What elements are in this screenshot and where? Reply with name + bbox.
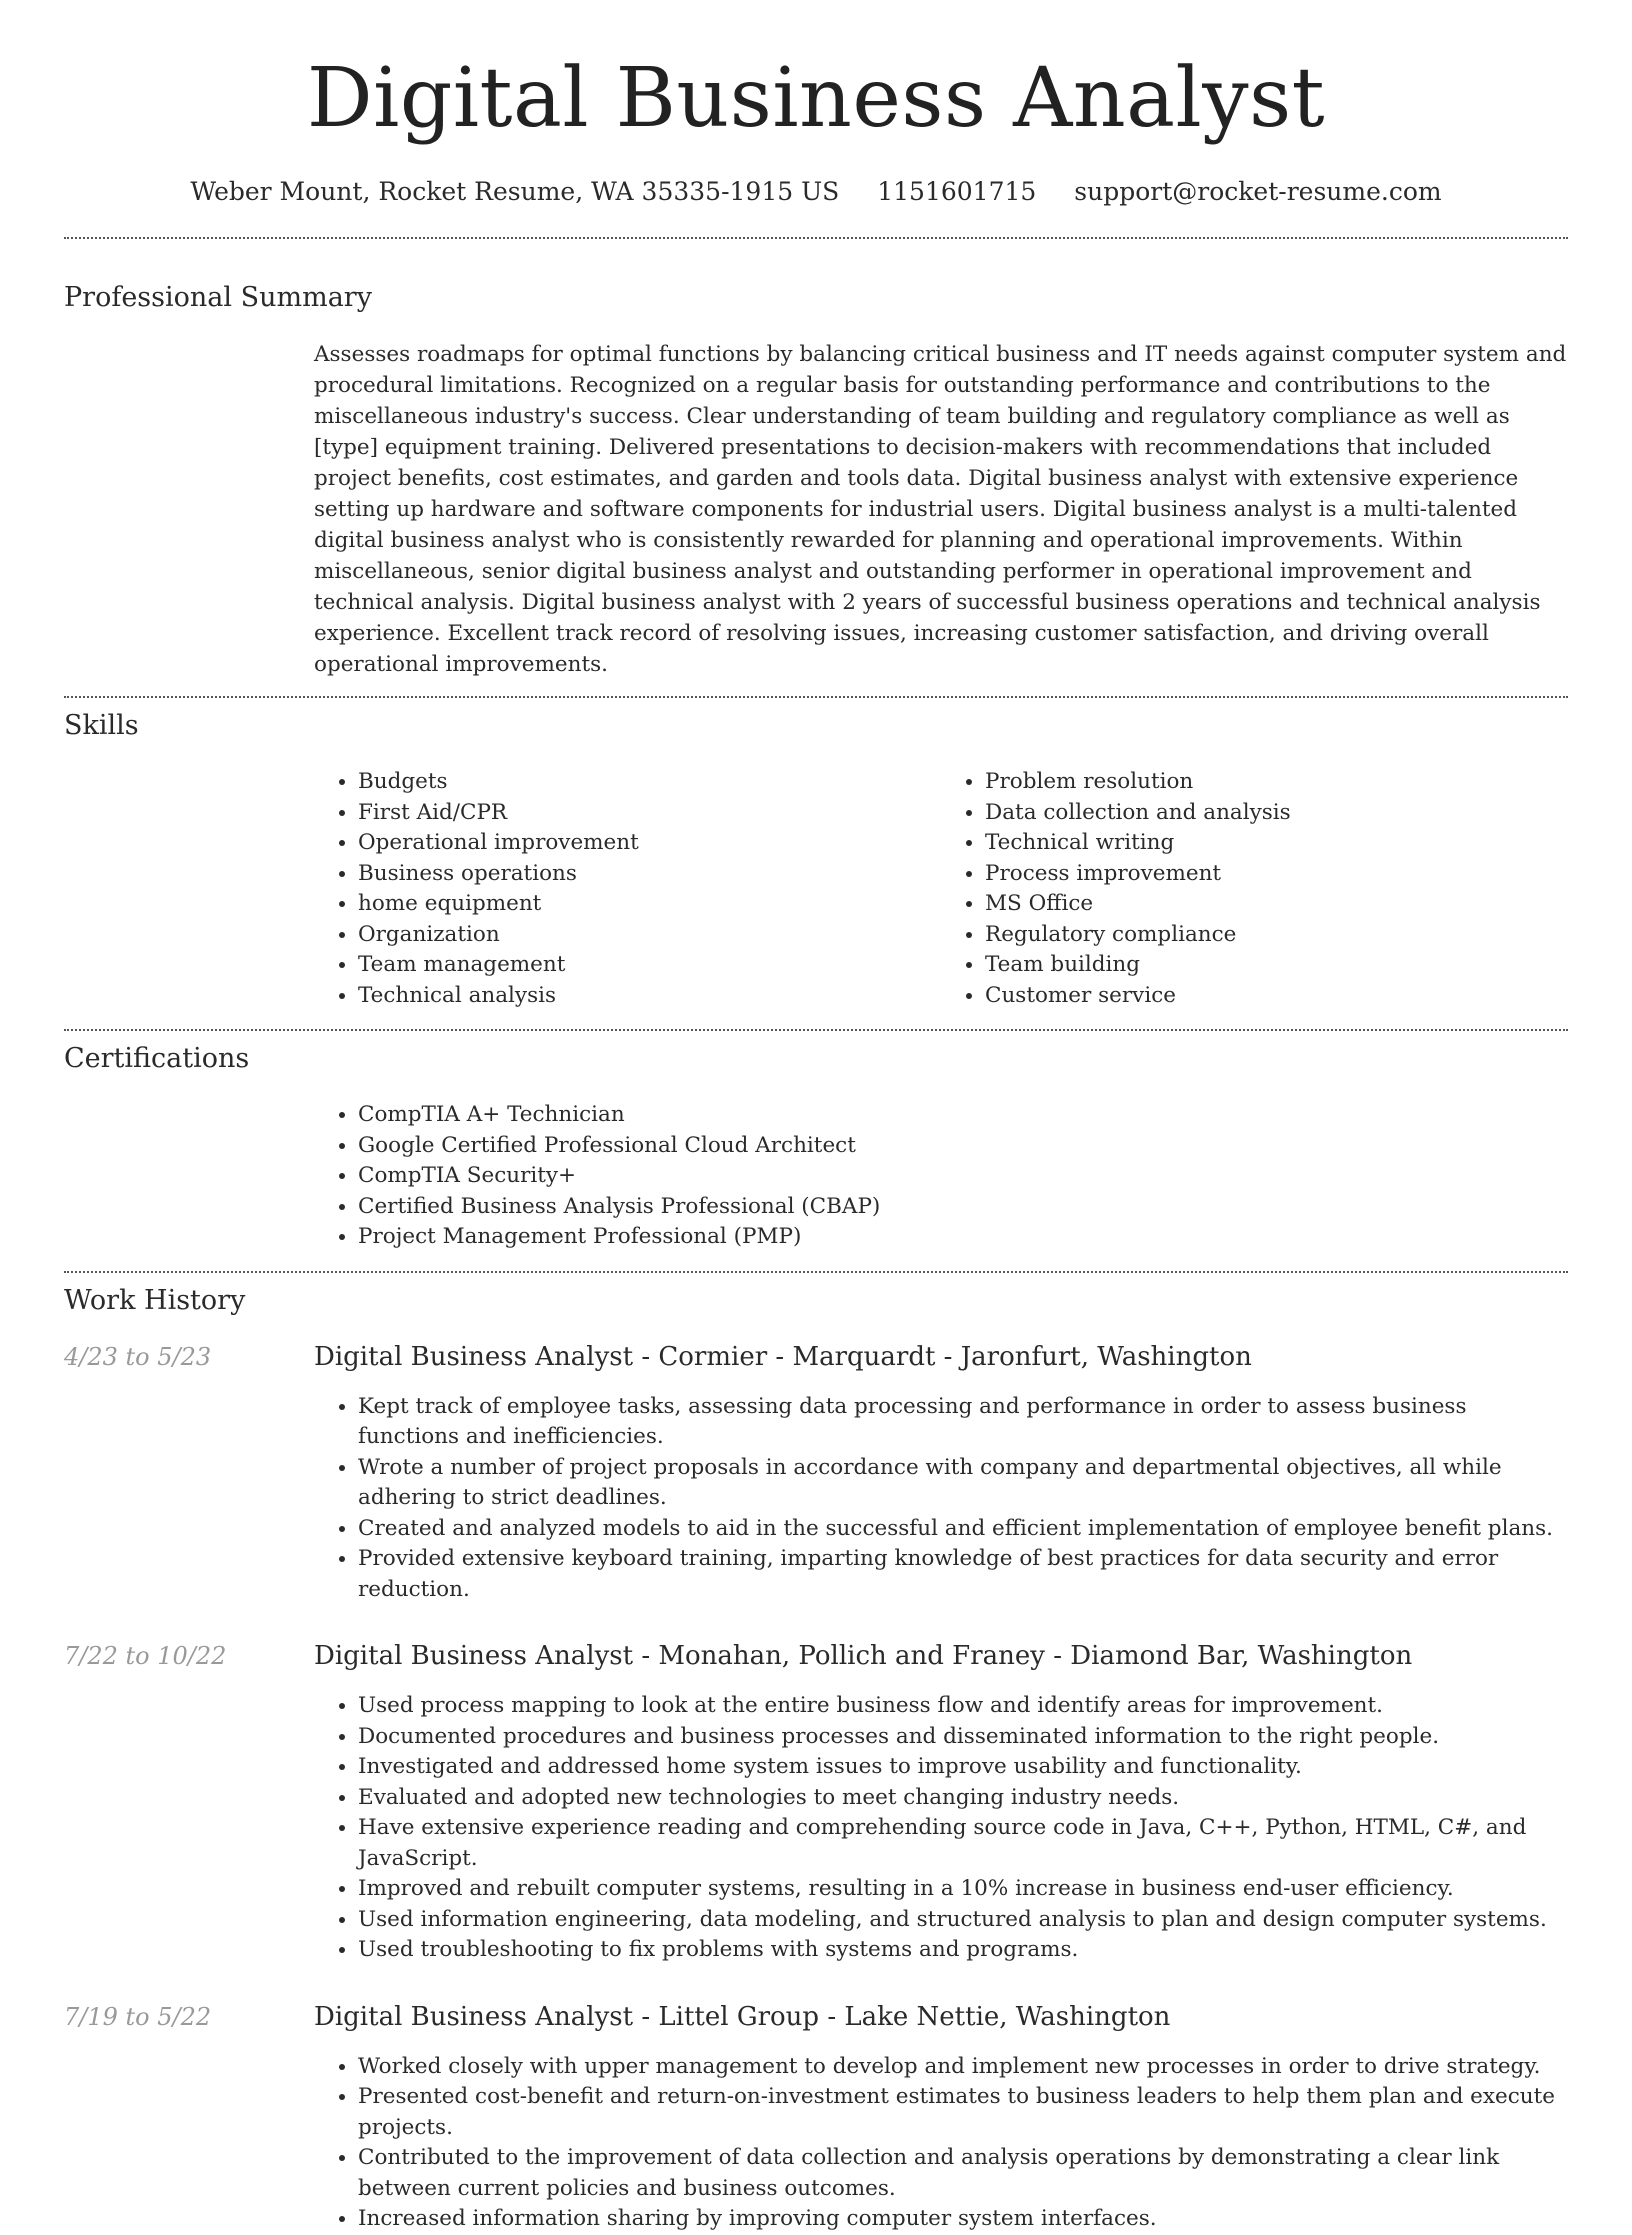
job-bullets	[314, 1392, 1568, 1606]
certifications-list	[314, 1100, 1568, 1253]
job-title: Digital Business Analyst - Littel Group - Lake Nettie, Washington	[314, 2001, 1171, 2032]
list-item: • Used troubleshooting to fix problems with systems and programs.	[358, 1935, 1568, 1966]
list-item: • Operational improvement	[358, 828, 941, 859]
list-item: • Technical writing	[985, 828, 1568, 859]
list-item: • CompTIA Security+	[358, 1161, 1568, 1192]
job-title: Digital Business Analyst - Monahan, Pollich and Franey - Diamond Bar, Washington	[314, 1641, 1413, 1671]
skills-column-right	[941, 767, 1568, 1011]
list-item: • Customer service	[985, 981, 1568, 1012]
list-item: • Google Certified Professional Cloud Architect	[358, 1131, 1568, 1162]
list-item: • CompTIA A+ Technician	[358, 1100, 1568, 1131]
job-entry	[64, 1342, 1568, 1606]
divider	[64, 1271, 1568, 1273]
list-item: • home equipment	[358, 889, 941, 920]
contact-address: Weber Mount, Rocket Resume, WA 35335-1915 US	[190, 177, 840, 206]
section-title-summary: Professional Summary	[64, 282, 372, 313]
list-item: • Worked closely with upper management to develop and implement new processes in order to drive strategy.	[358, 2052, 1568, 2083]
job-title: Digital Business Analyst - Cormier - Marquardt - Jaronfurt, Washington	[314, 1341, 1252, 1372]
section-title-work: Work History	[64, 1284, 246, 1316]
list-item: • Problem resolution	[985, 767, 1568, 798]
list-item: • Project Management Professional (PMP)	[358, 1222, 1568, 1253]
section-title-skills: Skills	[64, 710, 139, 741]
contact-email: support@rocket-resume.com	[1074, 177, 1442, 206]
job-entry	[64, 2002, 1568, 2235]
job-entry	[64, 1641, 1568, 1966]
list-item: • MS Office	[985, 889, 1568, 920]
job-bullets	[314, 2052, 1568, 2235]
list-item: • Team management	[358, 950, 941, 981]
list-item: • Provided extensive keyboard training, imparting knowledge of best practices for data security and error reduction.	[358, 1544, 1568, 1605]
list-item: • Documented procedures and business processes and disseminated information to the right people.	[358, 1722, 1568, 1753]
list-item: • Increased information sharing by improving computer system interfaces.	[358, 2204, 1568, 2235]
job-date: 4/23 to 5/23	[64, 1342, 212, 1371]
list-item: • Improved and rebuilt computer systems, resulting in a 10% increase in business end-user efficiency.	[358, 1874, 1568, 1905]
contact-phone: 1151601715	[877, 177, 1037, 206]
list-item: • Regulatory compliance	[985, 920, 1568, 951]
list-item: • Used information engineering, data modeling, and structured analysis to plan and design computer systems.	[358, 1905, 1568, 1936]
list-item: • Contributed to the improvement of data collection and analysis operations by demonstrating a clear link between current policies and business outcomes.	[358, 2143, 1568, 2204]
contact-line	[0, 177, 1632, 206]
list-item: • Investigated and addressed home system issues to improve usability and functionality.	[358, 1752, 1568, 1783]
list-item: • Evaluated and adopted new technologies to meet changing industry needs.	[358, 1783, 1568, 1814]
summary-text: Assesses roadmaps for optimal functions by balancing critical business and IT needs against computer system and procedural limitations. Recognized on a regular basis for outstanding performance and contributions to the miscellaneous industry's success. Clear understanding of team building and regulatory compliance as well as [type] equipment training. Delivered presentations to decision-makers with recommendations that included project benefits, cost estimates, and garden and tools data. Digital business analyst with extensive experience setting up hardware and software components for industrial users. Digital business analyst is a multi-talented digital business analyst who is consistently rewarded for planning and operational improvements. Within miscellaneous, senior digital business analyst and outstanding performer in operational improvement and technical analysis. Digital business analyst with 2 years of successful business operations and technical analysis experience. Excellent track record of resolving issues, increasing customer satisfaction, and driving overall operational improvements.	[314, 342, 1567, 677]
list-item: • Wrote a number of project proposals in accordance with company and departmental objectives, all while adhering to strict deadlines.	[358, 1453, 1568, 1514]
resume-name: Digital Business Analyst	[306, 51, 1326, 146]
job-bullets	[314, 1691, 1568, 1966]
list-item: • Technical analysis	[358, 981, 941, 1012]
list-item: • Organization	[358, 920, 941, 951]
list-item: • Data collection and analysis	[985, 798, 1568, 829]
job-date: 7/22 to 10/22	[64, 1642, 227, 1670]
skills-list	[314, 767, 1568, 1011]
divider	[64, 1029, 1568, 1031]
section-title-certifications: Certifications	[64, 1043, 250, 1074]
list-item: • Certified Business Analysis Professional (CBAP)	[358, 1192, 1568, 1223]
list-item: • Business operations	[358, 859, 941, 890]
list-item: • First Aid/CPR	[358, 798, 941, 829]
divider	[64, 696, 1568, 698]
list-item: • Created and analyzed models to aid in the successful and efficient implementation of employee benefit plans.	[358, 1514, 1568, 1545]
skills-column-left	[314, 767, 941, 1011]
divider	[64, 237, 1568, 239]
list-item: • Budgets	[358, 767, 941, 798]
list-item: • Have extensive experience reading and comprehending source code in Java, C++, Python, HTML, C#, and JavaScript.	[358, 1813, 1568, 1874]
job-date: 7/19 to 5/22	[64, 2002, 212, 2031]
list-item: • Kept track of employee tasks, assessing data processing and performance in order to assess business functions and inefficiencies.	[358, 1392, 1568, 1453]
list-item: • Process improvement	[985, 859, 1568, 890]
list-item: • Presented cost-benefit and return-on-investment estimates to business leaders to help them plan and execute projects.	[358, 2082, 1568, 2143]
list-item: • Used process mapping to look at the entire business flow and identify areas for improvement.	[358, 1691, 1568, 1722]
list-item: • Team building	[985, 950, 1568, 981]
